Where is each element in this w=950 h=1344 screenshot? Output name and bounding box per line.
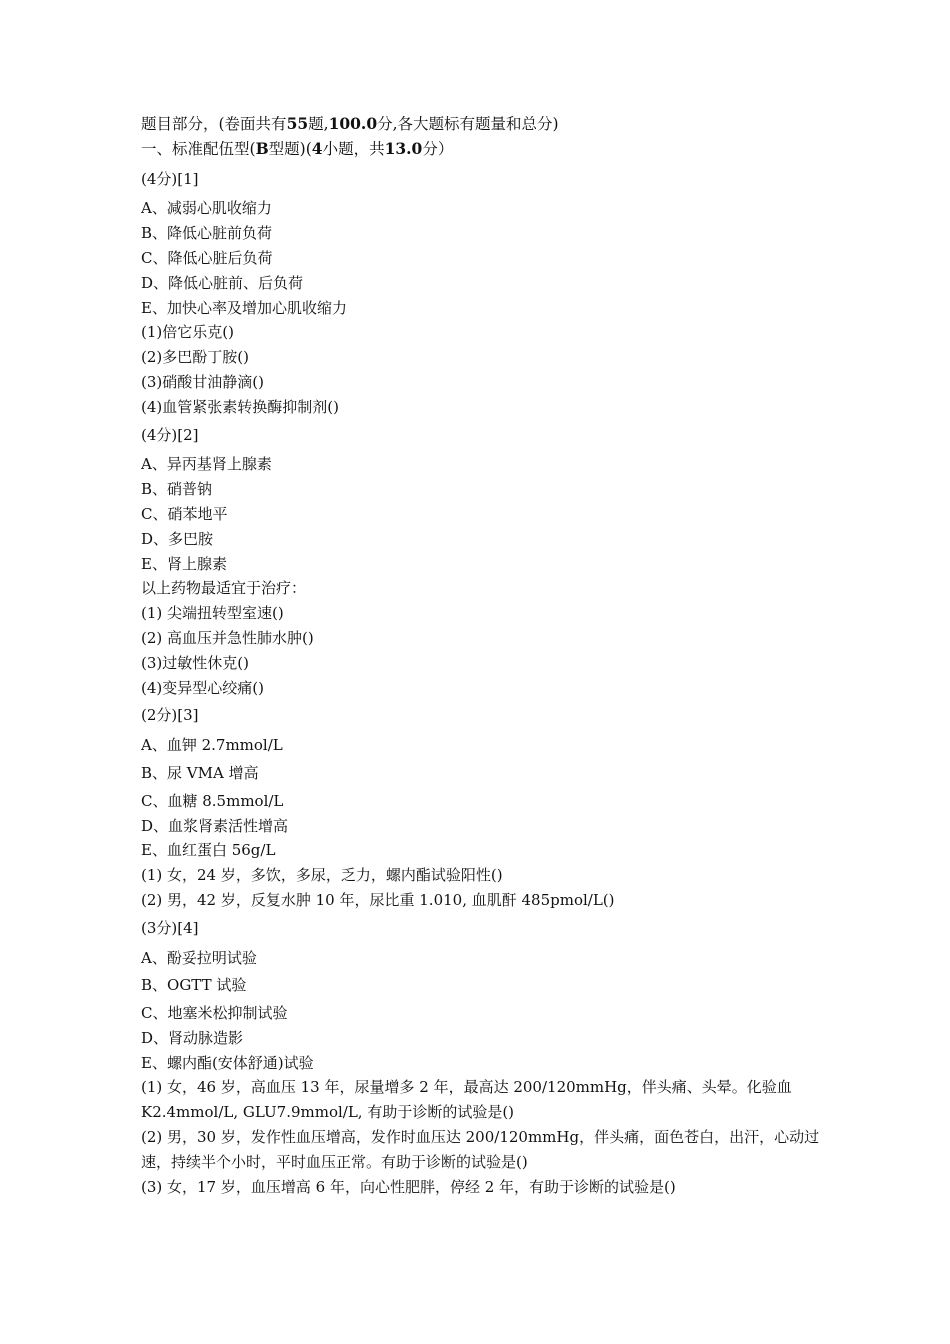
option-c: C、血糖 8.5mmol/L (141, 791, 284, 810)
header-text: 题, (308, 115, 329, 133)
paper-header (141, 112, 821, 137)
question-stem: 以上药物最适宜于治疗： (141, 579, 307, 598)
sub-question: (1) 女，24 岁，多饮，多尿，乏力，螺内酯试验阳性() (141, 866, 503, 885)
section-count: 4 (311, 138, 323, 158)
option-e: E、肾上腺素 (141, 554, 227, 573)
section-score: 13.0 (384, 138, 423, 158)
option-b: B、OGTT 试验 (141, 976, 247, 995)
section-text: 型题)( (268, 139, 312, 158)
sub-question: (1)倍它乐克() (141, 323, 234, 342)
sub-question: (4)血管紧张素转换酶抑制剂() (141, 397, 339, 416)
option-d: D、肾动脉造影 (141, 1028, 244, 1047)
option-a: A、血钾 2.7mmol/L (141, 736, 283, 755)
option-c: C、地塞米松抑制试验 (141, 1004, 288, 1023)
option-a: A、异丙基肾上腺素 (141, 455, 272, 474)
section-text: 小题，共 (322, 139, 385, 158)
option-c: C、降低心脏后负荷 (141, 248, 273, 267)
option-d: D、多巴胺 (141, 529, 214, 548)
total-score: 100.0 (328, 114, 378, 133)
option-e: E、螺内酯(安体舒通)试验 (141, 1053, 314, 1072)
option-b: B、硝普钠 (141, 480, 213, 499)
option-e: E、加快心率及增加心肌收缩力 (141, 298, 347, 317)
section-title (141, 137, 821, 162)
option-c: C、硝苯地平 (141, 504, 228, 523)
question-count: 55 (286, 114, 309, 133)
option-b: B、降低心脏前负荷 (141, 224, 273, 243)
section-type: B (255, 138, 269, 158)
section-text: 分） (422, 139, 454, 158)
sub-question: (3)硝酸甘油静滴() (141, 372, 264, 391)
section-text: 一、标准配伍型( (141, 139, 256, 158)
option-d: D、血浆肾素活性增高 (141, 816, 289, 835)
sub-question: (2) 男，30 岁，发作性血压增高，发作时血压达 200/120mmHg，伴头痛，面色苍白，出汗，心动过速，持续半个小时，平时血压正常。有助于诊断的试验是() (141, 1128, 820, 1171)
sub-question: (2) 高血压并急性肺水肿() (141, 628, 314, 647)
question-heading: (4分)[2] (141, 425, 199, 444)
option-e: E、血红蛋白 56g/L (141, 841, 276, 860)
option-d: D、降低心脏前、后负荷 (141, 273, 304, 292)
sub-question: (4)变异型心绞痛() (141, 678, 264, 697)
option-a: A、酚妥拉明试验 (141, 948, 257, 967)
header-text: 题目部分，(卷面共有 (141, 115, 287, 133)
sub-question: (1) 尖端扭转型室速() (141, 604, 284, 623)
sub-question: (3) 女，17 岁，血压增高 6 年，向心性肥胖，停经 2 年，有助于诊断的试验是() (141, 1177, 676, 1196)
sub-question: (3)过敏性休克() (141, 653, 249, 672)
header-text: 分,各大题标有题量和总分) (377, 115, 559, 133)
sub-question: (2)多巴酚丁胺() (141, 348, 249, 367)
exam-document (141, 112, 821, 1199)
question-heading: (3分)[4] (141, 918, 199, 937)
sub-question: (1) 女，46 岁，高血压 13 年，尿量增多 2 年，最高达 200/120mmHg，伴头痛、头晕。化验血 K2.4mmol/L, GLU7.9mmol/L, 有助于诊断的试验是() (141, 1078, 792, 1122)
option-b: B、尿 VMA 增高 (141, 763, 259, 782)
sub-question: (2) 男，42 岁，反复水肿 10 年，尿比重 1.010, 血肌酐 485pmol/L() (141, 890, 615, 909)
question-heading: (2分)[3] (141, 706, 199, 725)
option-a: A、减弱心肌收缩力 (141, 199, 272, 218)
question-heading: (4分)[1] (141, 169, 199, 188)
